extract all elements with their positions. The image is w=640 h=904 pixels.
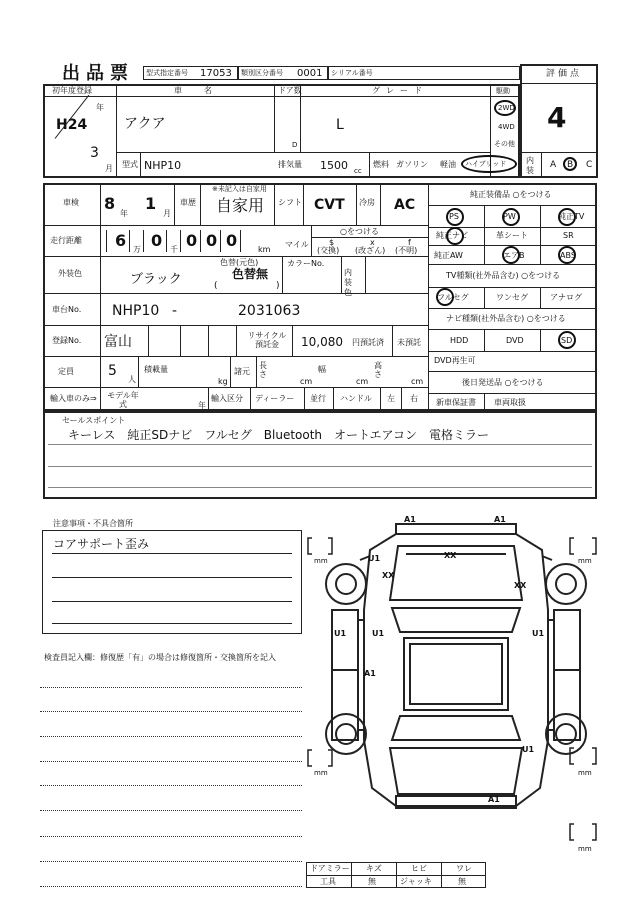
chassis-model: NHP10 (112, 303, 160, 319)
history-value: 自家用 (216, 196, 265, 215)
inspector-label: 検査員記入欄：修復歴「有」の場合は修復箇所・交換箇所を記入 (44, 653, 276, 662)
mark-hood: XX (444, 551, 457, 560)
mile-unit: マイル (285, 240, 309, 249)
recycle-amount: 10,080 (301, 335, 343, 349)
equip-pw: PW (503, 212, 516, 221)
dims-label: 諸元 (234, 367, 250, 376)
km-unit: km (258, 245, 271, 254)
load-kg: kg (218, 377, 228, 386)
odo-alter: (改ざん) (355, 246, 386, 255)
reg-label: 登録No. (52, 336, 82, 345)
recycle-paid: 円預託済 (352, 338, 384, 347)
interior-a: A (550, 160, 557, 170)
later-title: 後日発送品 ○をつける (462, 378, 544, 387)
doors-label: ドア数 (278, 86, 302, 95)
capacity-value: 5 (108, 363, 117, 379)
rating-value: 4 (547, 101, 567, 134)
mark-door-left: U1 (372, 629, 385, 638)
model-year-label: モデル年式 (107, 391, 139, 409)
mark-quarter-right: U1 (522, 745, 535, 754)
name-label: 車 名 (174, 86, 214, 95)
inspection-month: 1 (145, 194, 157, 213)
displacement-label: 排気量 (278, 160, 302, 169)
fuel-diesel: 軽油 (440, 160, 456, 169)
equip-airbag: エアB (503, 251, 525, 260)
chassis-label: 車台No. (52, 305, 82, 314)
displacement-value: 1500 (320, 159, 348, 172)
mm-1: mm (314, 557, 328, 565)
equip-leather: 革シート (496, 231, 528, 240)
repaint-paren-close: ) (276, 281, 280, 291)
navi-sd: SD (561, 336, 573, 345)
import-dealer: ディーラー (255, 394, 295, 403)
rating-label: 評価点 (546, 69, 583, 79)
footer-mirror: ドアミラー (310, 864, 350, 873)
fuel-label: 燃料 (373, 160, 389, 169)
capacity-unit: 人 (128, 375, 136, 384)
sales-block (43, 411, 597, 499)
ac-value: AC (394, 197, 416, 213)
import-class-label: 輸入区分 (211, 394, 243, 403)
odo-swap-sym: $ (329, 238, 335, 247)
equip-abs: ABS (560, 251, 576, 260)
mileage-label: 走行距離 (50, 236, 82, 245)
handle-label: ハンドル (340, 394, 372, 403)
tv-fullseg: フルセグ (437, 293, 469, 302)
mark-side-left: U1 (334, 629, 347, 638)
footer-tools: 工具 (320, 877, 336, 886)
repaint-value: 色替無 (232, 267, 269, 281)
inspection-year: 8 (104, 194, 116, 213)
mark-fender-left-2: XX (382, 571, 395, 580)
model-label: 型式 (122, 160, 138, 169)
mark-fender-left: U1 (368, 554, 381, 563)
fuel-hybrid: ハイブリッド (465, 160, 507, 168)
mileage-digit-1: 6 (115, 231, 127, 250)
tv-title: TV種類(社外品含む) ○をつける (446, 271, 561, 280)
mm-2: mm (578, 557, 592, 565)
footer-jack: ジャッキ (400, 877, 432, 886)
equip-sr: SR (563, 231, 574, 240)
footer-tools-value: 無 (368, 877, 376, 886)
reg-value: 富山 (104, 334, 132, 350)
drive-4wd: 4WD (498, 123, 515, 131)
length-cm: cm (300, 377, 313, 386)
doors-sub: D (292, 141, 298, 149)
mileage-digit-4: 0 (206, 231, 218, 250)
reg-year: H24 (56, 117, 88, 133)
mm-5: mm (578, 845, 592, 853)
mark-fender-right: XX (514, 581, 527, 590)
shift-value: CVT (314, 197, 345, 213)
mark-rear-door-left: A1 (364, 669, 376, 678)
odo-alter-sym: x (370, 238, 375, 247)
repaint-label: 色替(元色) (220, 258, 259, 267)
equip-navi: 純正ナビ (436, 231, 468, 240)
footer-scratch: キズ (366, 864, 382, 873)
interior-b: B (567, 160, 574, 170)
year-label: 年 (96, 103, 104, 112)
equip-aw: 純正AW (434, 251, 463, 260)
car-diagram (300, 510, 610, 870)
mm-4: mm (578, 769, 592, 777)
model-value: NHP10 (144, 159, 182, 172)
dvd-play-label: DVD再生可 (434, 356, 476, 365)
model-cert-no: 17053 (200, 68, 232, 79)
first-reg-label: 初年度登録 (52, 86, 92, 95)
manual-label: 車両取扱 (494, 398, 526, 407)
warranty-label: 新車保証書 (436, 398, 476, 407)
sales-label: セールスポイント (62, 416, 126, 425)
equipment-title: 純正装備品 ○をつける (470, 190, 552, 199)
inspection-label: 車検 (63, 198, 79, 207)
class-label: 類別区分番号 (241, 69, 283, 77)
interior-color-label: 内装色 (344, 268, 352, 297)
vehicle-name: アクア (124, 116, 166, 132)
month-label: 月 (105, 164, 113, 173)
model-year-unit: 年 (198, 401, 206, 410)
drive-label: 駆動 (496, 87, 510, 95)
mileage-digit-3: 0 (186, 231, 198, 250)
history-note: ※未記入は自家用 (212, 185, 267, 193)
odo-swap: (交換) (317, 246, 340, 255)
mark-door-right: U1 (532, 629, 545, 638)
recycle-label: リサイクル預託金 (247, 331, 287, 349)
width-label: 幅 (318, 365, 326, 374)
shift-label: シフト (278, 198, 302, 207)
mileage-sen: 千 (170, 245, 178, 254)
height-cm: cm (411, 377, 424, 386)
mark-front-left: A1 (404, 515, 416, 524)
recycle-unpaid: 未預託 (397, 338, 421, 347)
interior-label: 内装 (526, 156, 534, 175)
page-title: 出品票 (62, 63, 134, 84)
drive-2wd: 2WD (498, 104, 515, 112)
interior-c: C (586, 160, 593, 170)
notes-label: 注意事項・不具合箇所 (53, 519, 133, 528)
navi-dvd: DVD (506, 336, 524, 345)
mm-3: mm (314, 769, 328, 777)
history-label: 車歴 (180, 198, 196, 207)
sales-text: キーレス 純正SDナビ フルセグ Bluetooth オートエアコン 電格ミラー (68, 428, 489, 442)
model-cert-label: 型式指定番号 (146, 69, 188, 77)
mileage-digit-5: 0 (226, 231, 238, 250)
serial-label: シリアル番号 (331, 69, 373, 77)
mileage-man: 万 (133, 245, 141, 254)
drive-other: その他 (494, 140, 515, 148)
capacity-label: 定員 (58, 367, 74, 376)
equip-ps: PS (449, 212, 459, 221)
mark-rear-bumper: A1 (488, 795, 500, 804)
load-label: 積載量 (144, 365, 168, 374)
color-no-label: カラーNo. (287, 259, 325, 268)
footer-break: ワレ (456, 864, 472, 873)
height-label: 高さ (374, 361, 382, 379)
ac-label: 冷房 (359, 198, 375, 207)
navi-title: ナビ種類(社外品含む) ○をつける (446, 314, 566, 323)
odo-unknown: (不明) (395, 246, 418, 255)
reg-month: 3 (90, 145, 99, 161)
handle-right: 右 (410, 394, 418, 403)
import-label: 輸入車のみ⇒ (50, 394, 97, 403)
mark-front-right: A1 (494, 515, 506, 524)
navi-hdd: HDD (450, 336, 469, 345)
tv-oneseg: ワンセグ (496, 293, 528, 302)
chassis-no: 2031063 (238, 303, 301, 319)
grade-value: L (336, 117, 344, 133)
mileage-digit-2: 0 (151, 231, 163, 250)
grade-label: グレード (372, 86, 428, 95)
color-label: 外装色 (58, 269, 82, 278)
inspection-month-unit: 月 (163, 209, 171, 218)
notes-text: コアサポート歪み (53, 537, 150, 551)
length-label: 長さ (259, 361, 267, 379)
footer-crack: ヒビ (411, 864, 427, 873)
footer-jack-value: 無 (458, 877, 466, 886)
odo-circle-note: ○をつける (340, 227, 379, 236)
repaint-paren-open: ( (214, 281, 218, 291)
handle-left: 左 (387, 394, 395, 403)
odo-unknown-sym: f (408, 238, 411, 247)
color-value: ブラック (130, 272, 182, 287)
import-parallel: 並行 (310, 394, 326, 403)
fuel-gas: ガソリン (396, 160, 428, 169)
cc-unit: cc (354, 167, 362, 175)
width-cm: cm (356, 377, 369, 386)
equip-tv: 純正TV (558, 212, 585, 221)
tv-analog: アナログ (550, 293, 582, 302)
class-no: 0001 (297, 68, 323, 79)
inspection-year-unit: 年 (120, 209, 128, 218)
chassis-dash: - (172, 303, 178, 319)
